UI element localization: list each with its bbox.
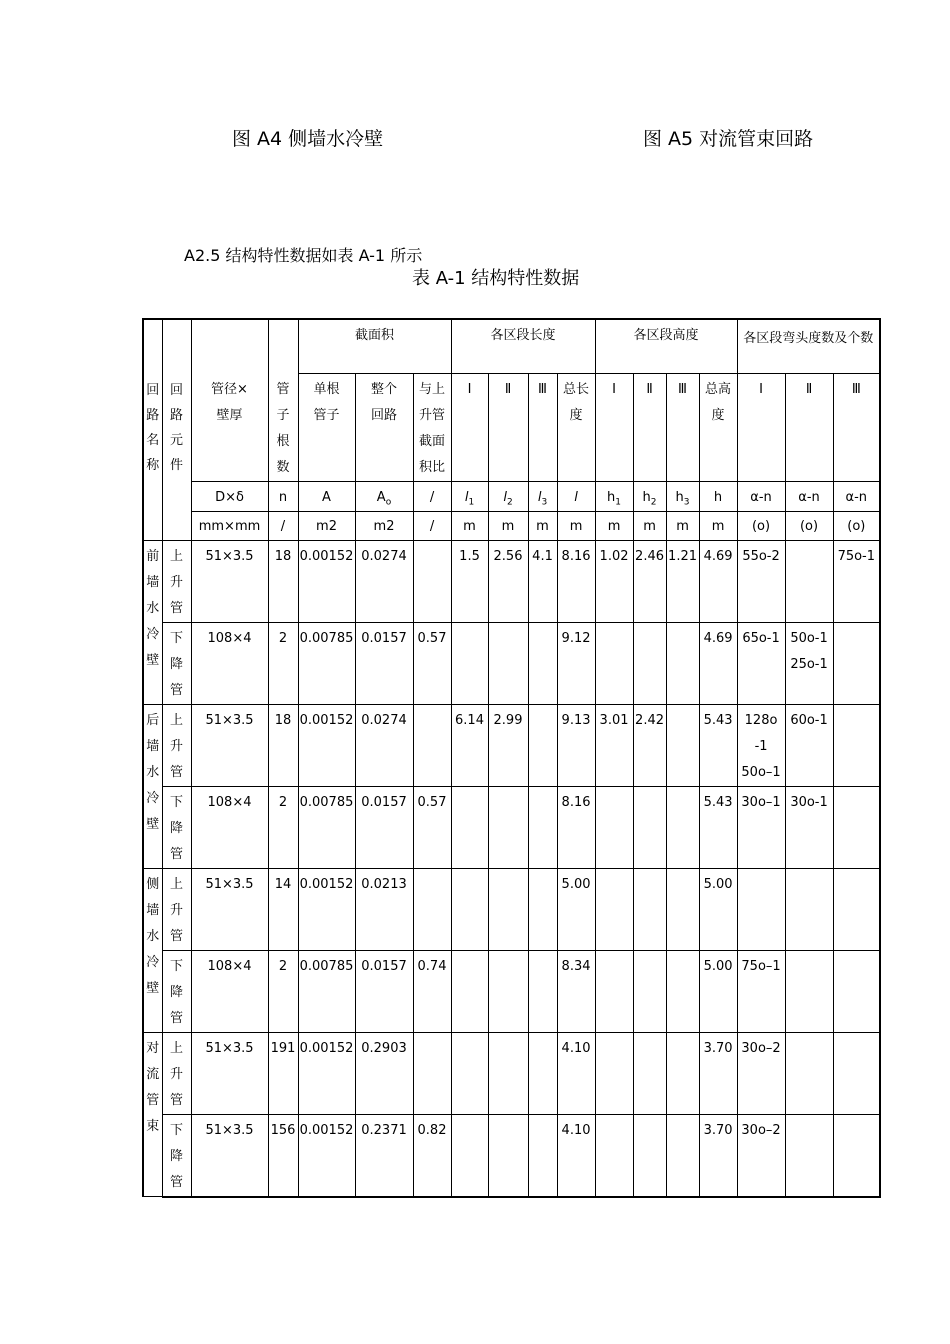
cell-h2: 2.42 — [633, 704, 666, 786]
unit-h2: m — [633, 511, 666, 540]
cell-diam: 51×3.5 — [191, 1032, 268, 1114]
unit-single-area: m2 — [298, 511, 355, 540]
circuit-name-cell: 侧 墙 水 冷 壁 — [143, 868, 162, 1032]
cell-h2 — [633, 1114, 666, 1197]
cell-b2 — [785, 1114, 833, 1197]
cell-b3 — [833, 622, 880, 704]
cell-h: 5.00 — [699, 868, 737, 950]
cell-l3 — [528, 704, 557, 786]
symbol-whole-area: $A_o$ — [355, 481, 413, 511]
cell-h2 — [633, 1032, 666, 1114]
cell-b3 — [833, 704, 880, 786]
header-circuit-element: 回 路 元 件 — [162, 319, 191, 540]
cell-ao: 0.0157 — [355, 950, 413, 1032]
circuit-name-cell: 后 墙 水 冷 壁 — [143, 704, 162, 868]
intro-text: A2.5 结构特性数据如表 A-1 所示 — [184, 246, 423, 265]
cell-b3 — [833, 950, 880, 1032]
cell-diam: 108×4 — [191, 622, 268, 704]
cell-l3 — [528, 1032, 557, 1114]
cell-l: 5.00 — [557, 868, 595, 950]
cell-ao: 0.0157 — [355, 622, 413, 704]
symbol-l1: $l_1$ — [451, 481, 488, 511]
cell-l3 — [528, 786, 557, 868]
table-row — [143, 1114, 880, 1197]
cell-h2: 2.46 — [633, 540, 666, 622]
header-bend-seg1: Ⅰ — [737, 373, 785, 481]
header-h-seg1: Ⅰ — [595, 373, 633, 481]
cell-h1 — [595, 868, 633, 950]
circuit-element-cell: 下 降 管 — [162, 950, 191, 1032]
cell-l3: 4.1 — [528, 540, 557, 622]
unit-l3: m — [528, 511, 557, 540]
cell-a: 0.00152 — [298, 868, 355, 950]
cell-diam: 108×4 — [191, 950, 268, 1032]
cell-l1 — [451, 1032, 488, 1114]
header-h-seg3: Ⅲ — [666, 373, 699, 481]
header-segment-length: 各区段长度 — [451, 319, 595, 373]
cell-l1: 1.5 — [451, 540, 488, 622]
cell-h2 — [633, 950, 666, 1032]
cell-b2: 60ο-1 — [785, 704, 833, 786]
symbol-single-area: A — [298, 481, 355, 511]
figure-a4-caption: 图 A4 侧墙水冷壁 — [232, 128, 384, 150]
symbol-count: n — [268, 481, 298, 511]
table-row — [143, 622, 880, 704]
cell-h3 — [666, 622, 699, 704]
cell-b3 — [833, 786, 880, 868]
cell-h1 — [595, 786, 633, 868]
cell-l2 — [488, 868, 528, 950]
cell-h1: 1.02 — [595, 540, 633, 622]
cell-l3 — [528, 950, 557, 1032]
cell-b3 — [833, 868, 880, 950]
cell-b3 — [833, 1032, 880, 1114]
cell-n: 14 — [268, 868, 298, 950]
table-row — [143, 786, 880, 868]
cell-l: 8.34 — [557, 950, 595, 1032]
cell-l1 — [451, 868, 488, 950]
cell-l2: 2.56 — [488, 540, 528, 622]
cell-n: 2 — [268, 950, 298, 1032]
symbol-h: h — [699, 481, 737, 511]
cell-h3 — [666, 1114, 699, 1197]
cell-h3 — [666, 1032, 699, 1114]
cell-l1: 6.14 — [451, 704, 488, 786]
circuit-element-cell: 上 升 管 — [162, 868, 191, 950]
table-row — [143, 868, 880, 950]
symbol-l3: $l_3$ — [528, 481, 557, 511]
unit-bend1: (ο) — [737, 511, 785, 540]
cell-ratio: 0.57 — [413, 622, 451, 704]
symbol-l2: $l_2$ — [488, 481, 528, 511]
cell-ratio: 0.74 — [413, 950, 451, 1032]
cell-l2 — [488, 1114, 528, 1197]
cell-b1: 65ο-1 — [737, 622, 785, 704]
cell-l1 — [451, 1114, 488, 1197]
header-len-seg2: Ⅱ — [488, 373, 528, 481]
cell-b1: 30ο–2 — [737, 1114, 785, 1197]
cell-b1 — [737, 868, 785, 950]
cell-l: 4.10 — [557, 1032, 595, 1114]
cell-ao: 0.0157 — [355, 786, 413, 868]
cell-h3 — [666, 704, 699, 786]
cell-diam: 51×3.5 — [191, 1114, 268, 1197]
unit-h: m — [699, 511, 737, 540]
cell-l2 — [488, 1032, 528, 1114]
cell-ratio — [413, 868, 451, 950]
cell-h: 4.69 — [699, 622, 737, 704]
cell-l: 9.12 — [557, 622, 595, 704]
cell-a: 0.00785 — [298, 786, 355, 868]
symbol-bend1: α-n — [737, 481, 785, 511]
cell-b1: 128ο -1 50ο–1 — [737, 704, 785, 786]
circuit-element-cell: 下 降 管 — [162, 1114, 191, 1197]
header-bends: 各区段弯头度数及个数 — [737, 319, 880, 373]
cell-ao: 0.0274 — [355, 540, 413, 622]
table-row — [143, 1032, 880, 1114]
cell-b1: 30ο–2 — [737, 1032, 785, 1114]
cell-b2 — [785, 540, 833, 622]
symbol-h2: $h_2$ — [633, 481, 666, 511]
symbol-bend2: α-n — [785, 481, 833, 511]
circuit-name-cell: 前 墙 水 冷 壁 — [143, 540, 162, 704]
header-bend-seg2: Ⅱ — [785, 373, 833, 481]
cell-h: 5.00 — [699, 950, 737, 1032]
cell-h3 — [666, 868, 699, 950]
cell-n: 2 — [268, 786, 298, 868]
header-cross-section: 截面积 — [298, 319, 451, 373]
cell-ratio: 0.82 — [413, 1114, 451, 1197]
symbol-h1: $h_1$ — [595, 481, 633, 511]
cell-b3 — [833, 1114, 880, 1197]
cell-l1 — [451, 950, 488, 1032]
cell-a: 0.00785 — [298, 622, 355, 704]
cell-diam: 51×3.5 — [191, 540, 268, 622]
header-bend-seg3: Ⅲ — [833, 373, 880, 481]
cell-ao: 0.0213 — [355, 868, 413, 950]
cell-n: 2 — [268, 622, 298, 704]
header-area-ratio: 与上 升管 截面 积比 — [413, 373, 451, 481]
unit-h3: m — [666, 511, 699, 540]
cell-h: 5.43 — [699, 786, 737, 868]
unit-whole-area: m2 — [355, 511, 413, 540]
header-segment-height: 各区段高度 — [595, 319, 737, 373]
cell-n: 191 — [268, 1032, 298, 1114]
cell-h: 3.70 — [699, 1114, 737, 1197]
cell-b1: 30ο–1 — [737, 786, 785, 868]
cell-l2 — [488, 786, 528, 868]
cell-l2 — [488, 950, 528, 1032]
cell-h1 — [595, 1114, 633, 1197]
cell-h1: 3.01 — [595, 704, 633, 786]
cell-h3 — [666, 786, 699, 868]
circuit-element-cell: 上 升 管 — [162, 704, 191, 786]
circuit-element-cell: 下 降 管 — [162, 786, 191, 868]
cell-h1 — [595, 950, 633, 1032]
cell-h1 — [595, 622, 633, 704]
cell-l: 8.16 — [557, 540, 595, 622]
table-title: 表 A-1 结构特性数据 — [412, 268, 580, 289]
header-total-length: 总长 度 — [557, 373, 595, 481]
cell-l2: 2.99 — [488, 704, 528, 786]
cell-l1 — [451, 786, 488, 868]
symbol-bend3: α-n — [833, 481, 880, 511]
symbol-h3: $h_3$ — [666, 481, 699, 511]
cell-a: 0.00152 — [298, 1114, 355, 1197]
cell-diam: 51×3.5 — [191, 868, 268, 950]
cell-h: 5.43 — [699, 704, 737, 786]
unit-bend3: (ο) — [833, 511, 880, 540]
cell-n: 18 — [268, 540, 298, 622]
cell-l3 — [528, 868, 557, 950]
unit-l1: m — [451, 511, 488, 540]
header-tube-count: 管 子 根 数 — [268, 319, 298, 481]
header-circuit-name: 回 路 名 称 — [143, 319, 162, 540]
cell-h3: 1.21 — [666, 540, 699, 622]
table-row — [143, 704, 880, 786]
unit-diameter: mm×mm — [191, 511, 268, 540]
table-row — [143, 540, 880, 622]
circuit-name-cell: 对 流 管 束 — [143, 1032, 162, 1197]
cell-b2: 30ο-1 — [785, 786, 833, 868]
unit-h1: m — [595, 511, 633, 540]
cell-l3 — [528, 1114, 557, 1197]
symbol-diameter: D×δ — [191, 481, 268, 511]
cell-ao: 0.0274 — [355, 704, 413, 786]
circuit-element-cell: 上 升 管 — [162, 540, 191, 622]
cell-h2 — [633, 622, 666, 704]
cell-l: 8.16 — [557, 786, 595, 868]
cell-ratio — [413, 540, 451, 622]
cell-b3: 75ο-1 — [833, 540, 880, 622]
cell-l1 — [451, 622, 488, 704]
cell-diam: 108×4 — [191, 786, 268, 868]
header-len-seg3: Ⅲ — [528, 373, 557, 481]
table-row — [143, 950, 880, 1032]
cell-b2 — [785, 1032, 833, 1114]
cell-n: 156 — [268, 1114, 298, 1197]
unit-l2: m — [488, 511, 528, 540]
cell-l: 9.13 — [557, 704, 595, 786]
unit-count: / — [268, 511, 298, 540]
circuit-element-cell: 上 升 管 — [162, 1032, 191, 1114]
header-single-tube: 单根 管子 — [298, 373, 355, 481]
unit-bend2: (ο) — [785, 511, 833, 540]
structure-data-table — [142, 318, 881, 1198]
header-whole-circuit: 整个 回路 — [355, 373, 413, 481]
cell-b1: 75ο–1 — [737, 950, 785, 1032]
cell-a: 0.00785 — [298, 950, 355, 1032]
cell-h2 — [633, 786, 666, 868]
cell-b2 — [785, 868, 833, 950]
cell-h: 3.70 — [699, 1032, 737, 1114]
unit-ratio: / — [413, 511, 451, 540]
circuit-element-cell: 下 降 管 — [162, 622, 191, 704]
symbol-l: l — [557, 481, 595, 511]
unit-l: m — [557, 511, 595, 540]
cell-ao: 0.2903 — [355, 1032, 413, 1114]
cell-ratio: 0.57 — [413, 786, 451, 868]
cell-a: 0.00152 — [298, 540, 355, 622]
header-h-seg2: Ⅱ — [633, 373, 666, 481]
header-diameter: 管径× 壁厚 — [191, 319, 268, 481]
cell-ratio — [413, 704, 451, 786]
cell-n: 18 — [268, 704, 298, 786]
cell-ratio — [413, 1032, 451, 1114]
header-total-height: 总高 度 — [699, 373, 737, 481]
cell-b2: 50ο-1 25ο-1 — [785, 622, 833, 704]
cell-h: 4.69 — [699, 540, 737, 622]
cell-diam: 51×3.5 — [191, 704, 268, 786]
cell-b2 — [785, 950, 833, 1032]
cell-a: 0.00152 — [298, 1032, 355, 1114]
cell-l2 — [488, 622, 528, 704]
header-len-seg1: Ⅰ — [451, 373, 488, 481]
cell-h3 — [666, 950, 699, 1032]
cell-l: 4.10 — [557, 1114, 595, 1197]
symbol-ratio: / — [413, 481, 451, 511]
cell-a: 0.00152 — [298, 704, 355, 786]
figure-a5-caption: 图 A5 对流管束回路 — [643, 128, 814, 150]
cell-h2 — [633, 868, 666, 950]
cell-ao: 0.2371 — [355, 1114, 413, 1197]
cell-l3 — [528, 622, 557, 704]
cell-h1 — [595, 1032, 633, 1114]
cell-b1: 55ο-2 — [737, 540, 785, 622]
